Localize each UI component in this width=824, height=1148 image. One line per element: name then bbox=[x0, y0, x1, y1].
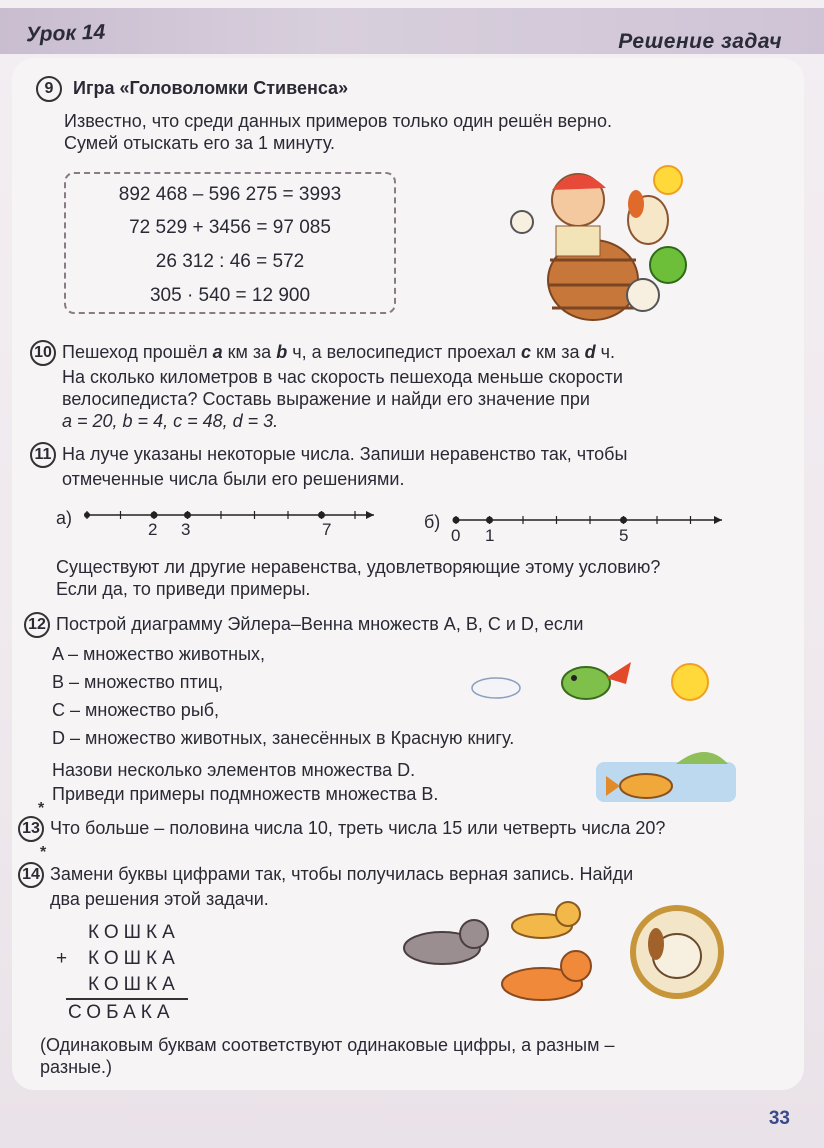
task-number-10: 10 bbox=[30, 340, 56, 366]
set-item: D – множество животных, занесённых в Красную книгу. bbox=[52, 728, 515, 748]
task-9-title: Игра «Головоломки Стивенса» bbox=[73, 77, 349, 98]
task-11-question: Существуют ли другие неравенства, удовлетворяющие этому условию? bbox=[56, 557, 661, 577]
task-10-line bbox=[30, 340, 623, 366]
task-13-text: Что больше – половина числа 10, треть числа 15 или четверть числа 20? bbox=[50, 817, 666, 838]
task-number-13: 13 bbox=[18, 816, 44, 842]
task-9-text-line: Известно, что среди данных примеров только один решён верно. bbox=[64, 111, 612, 131]
task-12-question: Назови несколько элементов множества D. bbox=[52, 760, 416, 780]
task-13-line bbox=[18, 816, 665, 842]
task-9-text-line: Сумей отыскать его за 1 минуту. bbox=[64, 133, 336, 153]
cryptarithm-row: КОШКА bbox=[88, 922, 180, 943]
task-number-12: 12 bbox=[24, 612, 50, 638]
variable-a: a bbox=[212, 341, 223, 362]
task-12-after bbox=[52, 758, 438, 806]
sum-line bbox=[66, 998, 188, 1000]
topic-label: Решение задач bbox=[618, 30, 782, 53]
set-item: A – множество животных, bbox=[52, 644, 266, 664]
task-10-line: велосипедиста? Составь выражение и найди его значение при bbox=[62, 389, 590, 409]
marked-point bbox=[453, 517, 460, 524]
pirate-barrel-illustration bbox=[498, 160, 698, 330]
task-11-line: отмеченные числа были его решениями. bbox=[62, 469, 405, 489]
task-number-9: 9 bbox=[36, 76, 62, 102]
example-line: 26 312 : 46 = 572 bbox=[155, 251, 305, 272]
task-13-star: * bbox=[38, 800, 45, 817]
task-9-heading bbox=[36, 76, 348, 102]
text-fragment: ч, а велосипедист проехал bbox=[287, 341, 522, 362]
task-14-text: Замени буквы цифрами так, чтобы получилась верная запись. Найди bbox=[50, 863, 634, 884]
task-number-11: 11 bbox=[30, 442, 56, 468]
variable-c: c bbox=[521, 341, 532, 362]
task-14-star: * bbox=[40, 844, 47, 861]
variable-d: d bbox=[584, 341, 596, 362]
task-10-line: a = 20, b = 4, c = 48, d = 3. bbox=[62, 411, 279, 431]
task-14-line: два решения этой задачи. bbox=[50, 889, 269, 909]
task-12-items bbox=[52, 640, 514, 752]
ray-b-label: б) bbox=[424, 512, 441, 532]
plus-sign: + bbox=[56, 948, 68, 969]
set-item: B – множество птиц, bbox=[52, 672, 224, 692]
bird-sun-illustration bbox=[466, 648, 736, 718]
page-number: 33 bbox=[768, 1108, 790, 1129]
task-11 bbox=[30, 442, 627, 490]
task-11-line bbox=[30, 442, 627, 468]
lesson-label: Урок 14 bbox=[25, 20, 106, 47]
task-12-line bbox=[24, 612, 583, 638]
fish-illustration bbox=[596, 738, 746, 808]
task-12 bbox=[24, 612, 583, 638]
text-fragment: км за bbox=[531, 341, 585, 362]
cryptarithm-row: КОШКА bbox=[88, 974, 180, 995]
cryptarithm-sum: СОБАКА bbox=[68, 1002, 175, 1023]
example-line: 892 468 – 596 275 = 3993 bbox=[118, 184, 342, 205]
task-14-note-line: (Одинаковым буквам соответствуют одинаковые цифры, а разным – bbox=[40, 1035, 615, 1055]
task-11-text: На луче указаны некоторые числа. Запиши неравенство так, чтобы bbox=[62, 443, 628, 464]
marked-point bbox=[184, 512, 191, 519]
set-item: C – множество рыб, bbox=[52, 700, 220, 720]
task-14-note bbox=[40, 1034, 614, 1078]
task-9-text bbox=[64, 110, 612, 154]
task-12-question: Приведи примеры подмножеств множества B. bbox=[52, 784, 439, 804]
marked-point bbox=[318, 512, 325, 519]
task-11-question: Если да, то приведи примеры. bbox=[56, 579, 311, 599]
puzzle-box bbox=[64, 172, 396, 314]
task-14-line bbox=[18, 862, 633, 888]
ray-b-tick-label: 1 bbox=[485, 526, 495, 545]
number-ray-a bbox=[82, 505, 382, 545]
ray-a-label: а) bbox=[56, 508, 73, 528]
example-line: 305 · 540 = 12 900 bbox=[149, 285, 311, 306]
task-11-after bbox=[56, 556, 660, 600]
ray-a-tick-label: 3 bbox=[181, 520, 191, 539]
ray-a-tick-label: 2 bbox=[148, 520, 158, 539]
cryptarithm-row: КОШКА bbox=[88, 948, 180, 969]
ray-a-tick-label: 7 bbox=[322, 520, 332, 539]
marked-point bbox=[620, 517, 627, 524]
task-13 bbox=[18, 816, 665, 842]
task-10 bbox=[30, 340, 623, 432]
variable-b: b bbox=[276, 341, 288, 362]
cats-dog-illustration bbox=[392, 890, 732, 1020]
text-fragment: Пешеход прошёл bbox=[62, 341, 213, 362]
text-fragment: ч. bbox=[595, 341, 615, 362]
task-10-line: На сколько километров в час скорость пешехода меньше скорости bbox=[62, 367, 623, 387]
text-fragment: км за bbox=[222, 341, 277, 362]
example-line: 72 529 + 3456 = 97 085 bbox=[129, 217, 331, 238]
ray-b-tick-label: 0 bbox=[451, 526, 461, 545]
marked-point bbox=[486, 517, 493, 524]
task-12-text: Построй диаграмму Эйлера–Венна множеств A, B, C и D, если bbox=[56, 613, 584, 634]
marked-point bbox=[151, 512, 158, 519]
task-14-note-line: разные.) bbox=[40, 1057, 112, 1077]
ray-b-tick-label: 5 bbox=[619, 526, 629, 545]
task-number-14: 14 bbox=[18, 862, 44, 888]
